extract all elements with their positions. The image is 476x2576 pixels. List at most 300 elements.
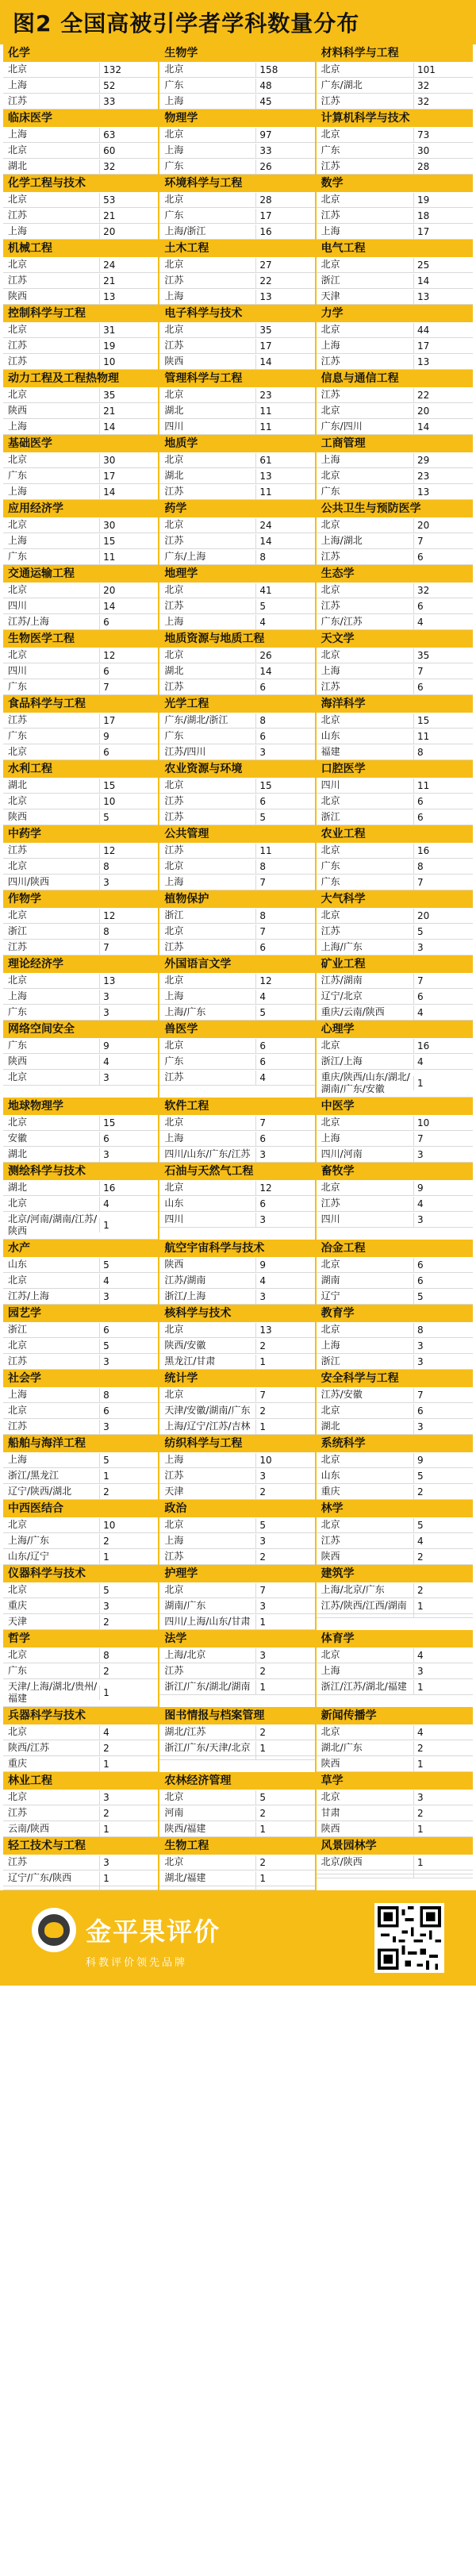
count-cell: 8 xyxy=(255,550,314,564)
province-cell: 北京 xyxy=(164,779,184,790)
table-row xyxy=(159,1403,314,1419)
table-row xyxy=(3,679,158,695)
count-cell: 158 xyxy=(255,63,314,77)
table-row xyxy=(159,940,314,955)
province-cell: 北京 xyxy=(8,454,28,465)
count-cell: 4 xyxy=(413,1534,473,1548)
discipline-name: 环境科学与工程 xyxy=(159,175,314,192)
count-cell: 5 xyxy=(255,1518,314,1532)
count-cell: 27 xyxy=(255,258,314,272)
discipline-section xyxy=(159,1565,316,1630)
count-cell: 4 xyxy=(99,1274,158,1288)
count-cell: 15 xyxy=(255,779,314,793)
count-cell: 8 xyxy=(413,1323,473,1337)
discipline-section xyxy=(159,695,316,760)
province-cell: 江苏 xyxy=(164,844,184,855)
table-row xyxy=(3,338,158,354)
table-row xyxy=(317,338,473,354)
discipline-name: 兵器科学与技术 xyxy=(3,1707,158,1724)
table-row xyxy=(3,614,158,630)
count-cell: 13 xyxy=(255,469,314,483)
count-cell: 2 xyxy=(99,1806,158,1821)
count-cell: 3 xyxy=(255,1148,314,1162)
province-cell: 湖北 xyxy=(164,405,184,416)
count-cell: 14 xyxy=(255,534,314,548)
table-row xyxy=(3,1419,158,1435)
table-row xyxy=(317,127,473,143)
count-cell: 35 xyxy=(413,648,473,663)
count-cell: 3 xyxy=(413,1355,473,1369)
table-row xyxy=(159,1354,314,1370)
province-cell: 天津/安徽/湖南/广东 xyxy=(164,1405,251,1416)
count-cell: 61 xyxy=(255,453,314,467)
count-cell: 2 xyxy=(413,1806,473,1821)
table-row xyxy=(3,989,158,1005)
table-row xyxy=(317,403,473,419)
discipline-name: 地质学 xyxy=(159,435,314,452)
count-cell: 2 xyxy=(255,1664,314,1678)
table-row xyxy=(317,468,473,484)
province-cell: 江苏 xyxy=(164,275,184,286)
discipline-section xyxy=(3,825,159,890)
discipline-section xyxy=(159,1707,316,1772)
province-cell: 江苏 xyxy=(321,160,340,171)
table-row xyxy=(317,778,473,794)
discipline-name: 控制科学与工程 xyxy=(3,305,158,322)
discipline-name: 植物保护 xyxy=(159,890,314,908)
table-row xyxy=(3,1196,158,1212)
table-row xyxy=(159,322,314,338)
province-cell: 湖南/广东 xyxy=(164,1600,206,1611)
province-cell: 陕西/安徽 xyxy=(164,1340,206,1351)
province-cell: 北京 xyxy=(321,844,340,855)
table-row xyxy=(317,1289,473,1305)
province-cell: 江苏 xyxy=(8,1355,28,1367)
table-row xyxy=(317,517,473,533)
discipline-name: 管理科学与工程 xyxy=(159,370,314,387)
table-row xyxy=(159,224,314,240)
count-cell: 20 xyxy=(99,225,158,239)
discipline-name: 仪器科学与技术 xyxy=(3,1565,158,1582)
discipline-name: 林学 xyxy=(317,1500,473,1517)
discipline-section xyxy=(3,955,159,1021)
count-cell: 8 xyxy=(99,859,158,874)
count-cell: 5 xyxy=(255,1790,314,1805)
count-cell: 6 xyxy=(99,1404,158,1418)
province-cell: 上海 xyxy=(321,665,340,676)
count-cell: 3 xyxy=(99,1420,158,1434)
count-cell: 32 xyxy=(99,160,158,174)
count-cell: 7 xyxy=(413,664,473,679)
table-row xyxy=(317,794,473,809)
count-cell: 2 xyxy=(255,1806,314,1821)
province-cell: 山东 xyxy=(321,730,340,741)
count-cell: 6 xyxy=(255,1039,314,1053)
province-cell: 北京 xyxy=(8,584,28,595)
count-cell: 3 xyxy=(255,1599,314,1613)
province-cell: 浙江/江苏/湖北/福建 xyxy=(321,1681,407,1692)
province-cell: 广东 xyxy=(164,730,184,741)
discipline-name: 信息与通信工程 xyxy=(317,370,473,387)
count-cell: 5 xyxy=(99,1453,158,1467)
province-cell: 北京 xyxy=(164,649,184,660)
province-cell: 北京 xyxy=(164,1791,184,1802)
count-cell xyxy=(99,1886,158,1890)
table-row xyxy=(317,289,473,305)
discipline-section xyxy=(159,1370,316,1435)
discipline-section xyxy=(3,1098,159,1163)
province-cell: 江苏 xyxy=(164,1551,184,1562)
province-cell: 江苏/湖南 xyxy=(321,975,363,986)
count-cell: 2 xyxy=(255,1485,314,1499)
count-cell: 4 xyxy=(99,1197,158,1211)
table-row xyxy=(317,1403,473,1419)
discipline-section xyxy=(317,630,473,695)
province-cell: 江苏 xyxy=(321,389,340,400)
discipline-name: 软件工程 xyxy=(159,1098,314,1115)
count-cell: 12 xyxy=(255,974,314,988)
count-cell: 5 xyxy=(99,1583,158,1598)
table-row xyxy=(3,1180,158,1196)
discipline-section xyxy=(159,240,316,305)
discipline-section xyxy=(3,1500,159,1565)
discipline-name: 纺织科学与工程 xyxy=(159,1435,314,1452)
table-row xyxy=(159,1452,314,1468)
table-row xyxy=(3,289,158,305)
discipline-section xyxy=(159,44,316,110)
discipline-name: 生态学 xyxy=(317,565,473,582)
discipline-name: 农林经济管理 xyxy=(159,1772,314,1790)
province-cell: 上海/广东 xyxy=(321,941,363,952)
count-cell: 3 xyxy=(255,1290,314,1304)
table-row xyxy=(3,1790,158,1805)
table-row xyxy=(159,1484,314,1500)
count-cell: 6 xyxy=(413,1258,473,1272)
province-cell: 上海 xyxy=(164,290,184,302)
count-cell: 21 xyxy=(99,404,158,418)
count-cell: 12 xyxy=(99,648,158,663)
discipline-section xyxy=(159,1021,316,1098)
table-row xyxy=(159,1289,314,1305)
province-cell: 陕西/福建 xyxy=(164,1823,206,1834)
discipline-section xyxy=(159,1772,316,1837)
table-row xyxy=(317,1874,473,1878)
province-cell: 江苏 xyxy=(164,795,184,806)
table-row xyxy=(3,1517,158,1533)
count-cell: 6 xyxy=(413,990,473,1004)
count-cell: 22 xyxy=(255,274,314,288)
discipline-section xyxy=(317,1707,473,1772)
province-cell: 北京 xyxy=(8,259,28,270)
province-cell: 江苏 xyxy=(8,844,28,855)
table-row xyxy=(3,1070,158,1086)
count-cell: 1 xyxy=(255,1741,314,1755)
count-cell: 7 xyxy=(255,1583,314,1598)
province-cell: 江苏 xyxy=(8,1807,28,1818)
discipline-section xyxy=(3,630,159,695)
table-row xyxy=(159,648,314,663)
province-cell: 江苏/上海 xyxy=(8,616,50,627)
count-cell: 15 xyxy=(99,1116,158,1130)
discipline-section xyxy=(159,890,316,955)
brand-slogan: 科教评价领先品牌 xyxy=(86,1957,188,1969)
table-row xyxy=(317,1419,473,1435)
count-cell: 10 xyxy=(99,1518,158,1532)
table-row xyxy=(159,419,314,435)
count-cell: 3 xyxy=(255,745,314,759)
table-row xyxy=(159,1549,314,1565)
province-cell: 北京 xyxy=(321,1117,340,1128)
table-row xyxy=(317,1855,473,1870)
discipline-name: 材料科学与工程 xyxy=(317,44,473,62)
table-row xyxy=(3,1273,158,1289)
province-cell: 湖北 xyxy=(8,1182,28,1193)
table-row xyxy=(3,1212,158,1240)
table-row xyxy=(317,614,473,630)
province-cell: 北京 xyxy=(321,1259,340,1270)
table-row xyxy=(317,1663,473,1679)
count-cell: 20 xyxy=(413,404,473,418)
count-cell: 18 xyxy=(413,209,473,223)
province-cell: 上海 xyxy=(164,876,184,887)
province-cell: 北京 xyxy=(8,63,28,75)
province-cell: 江苏 xyxy=(164,535,184,546)
discipline-section xyxy=(159,955,316,1021)
table-row xyxy=(3,924,158,940)
province-cell: 北京 xyxy=(8,649,28,660)
province-cell: 上海 xyxy=(321,225,340,236)
discipline-name: 基础医学 xyxy=(3,435,158,452)
count-cell: 6 xyxy=(99,745,158,759)
province-cell: 湖北 xyxy=(8,1148,28,1159)
province-cell: 北京 xyxy=(8,389,28,400)
count-cell: 7 xyxy=(255,875,314,890)
province-cell: 四川/陕西 xyxy=(8,876,50,887)
count-cell: 10 xyxy=(255,1453,314,1467)
province-cell: 浙江 xyxy=(8,1324,28,1335)
table-row xyxy=(3,143,158,159)
province-cell: 北京 xyxy=(321,1454,340,1465)
table-row xyxy=(159,1257,314,1273)
table-row xyxy=(317,159,473,175)
discipline-section xyxy=(159,1630,316,1707)
province-cell: 湖北 xyxy=(164,470,184,481)
discipline-name: 护理学 xyxy=(159,1565,314,1582)
province-cell: 北京 xyxy=(321,259,340,270)
table-row xyxy=(159,614,314,630)
province-cell: 湖南 xyxy=(321,1275,340,1286)
province-cell: 北京/陕西 xyxy=(321,1856,363,1867)
count-cell: 8 xyxy=(413,745,473,759)
table-row xyxy=(3,1549,158,1565)
count-cell: 32 xyxy=(413,94,473,109)
province-cell: 山东 xyxy=(164,1198,184,1209)
count-cell: 1 xyxy=(99,1550,158,1564)
table-row xyxy=(317,973,473,989)
table-row xyxy=(3,517,158,533)
province-cell: 江苏 xyxy=(321,1535,340,1546)
table-row xyxy=(159,1756,314,1760)
count-cell: 14 xyxy=(255,664,314,679)
count-cell: 53 xyxy=(99,193,158,207)
count-cell: 14 xyxy=(413,420,473,434)
province-cell: 江苏 xyxy=(164,1470,184,1481)
count-cell: 60 xyxy=(99,144,158,158)
table-row xyxy=(159,1821,314,1837)
province-cell: 广东 xyxy=(8,470,28,481)
province-cell: 重庆/云南/陕西 xyxy=(321,1006,385,1017)
title-bar xyxy=(0,0,476,44)
table-row xyxy=(317,679,473,695)
province-cell: 广东 xyxy=(164,1055,184,1067)
province-cell: 上海 xyxy=(8,990,28,1002)
table-row xyxy=(317,1679,473,1695)
count-cell: 3 xyxy=(255,1213,314,1227)
table-row xyxy=(159,1805,314,1821)
province-cell: 浙江 xyxy=(321,1355,340,1367)
table-row xyxy=(3,387,158,403)
province-cell: 江苏 xyxy=(321,925,340,936)
discipline-section xyxy=(3,175,159,240)
table-row xyxy=(3,208,158,224)
table-row xyxy=(3,159,158,175)
province-cell: 北京 xyxy=(8,795,28,806)
table-row xyxy=(159,924,314,940)
province-cell: 广东 xyxy=(321,876,340,887)
table-row xyxy=(3,1131,158,1147)
table-row xyxy=(159,1147,314,1163)
province-cell: 四川/山东/广东/江苏 xyxy=(164,1148,251,1159)
table-row xyxy=(317,1257,473,1273)
table-row xyxy=(159,1196,314,1212)
count-cell: 48 xyxy=(255,79,314,93)
province-cell: 北京 xyxy=(321,194,340,205)
table-row xyxy=(159,387,314,403)
province-cell: 江苏 xyxy=(164,811,184,822)
discipline-name: 水产 xyxy=(3,1240,158,1257)
count-cell: 11 xyxy=(255,420,314,434)
table-row xyxy=(317,143,473,159)
discipline-name: 机械工程 xyxy=(3,240,158,257)
province-cell: 福建 xyxy=(321,746,340,757)
province-cell: 上海/浙江 xyxy=(164,225,206,236)
count-cell: 24 xyxy=(99,258,158,272)
count-cell xyxy=(255,1886,314,1890)
province-cell: 辽宁/陕西/湖北 xyxy=(8,1486,72,1497)
table-row xyxy=(159,484,314,500)
table-row xyxy=(3,468,158,484)
table-row xyxy=(317,859,473,875)
count-cell: 1 xyxy=(255,1615,314,1629)
table-row xyxy=(3,224,158,240)
province-cell: 浙江/广东/天津/北京 xyxy=(164,1742,251,1753)
province-cell: 上海 xyxy=(8,1454,28,1465)
province-cell: 上海 xyxy=(321,1340,340,1351)
province-cell: 陕西 xyxy=(8,405,28,416)
count-cell: 5 xyxy=(99,1339,158,1353)
count-cell: 2 xyxy=(255,1550,314,1564)
province-cell: 江苏 xyxy=(164,1071,184,1082)
table-row xyxy=(159,1517,314,1533)
brand-name: 金平果评价 xyxy=(86,1917,221,1947)
province-cell: 广东 xyxy=(8,730,28,741)
table-row xyxy=(317,713,473,729)
count-cell: 1 xyxy=(99,1822,158,1836)
province-cell: 四川 xyxy=(164,421,184,432)
discipline-name: 新闻传播学 xyxy=(317,1707,473,1724)
discipline-name: 矿业工程 xyxy=(317,955,473,973)
qr-code-icon[interactable] xyxy=(374,1903,444,1973)
table-row xyxy=(317,484,473,500)
table-row xyxy=(159,1387,314,1403)
table-row xyxy=(159,875,314,890)
table-row xyxy=(159,1338,314,1354)
discipline-section xyxy=(159,1163,316,1240)
table-row xyxy=(317,843,473,859)
table-row xyxy=(317,1054,473,1070)
table-row xyxy=(159,1855,314,1870)
discipline-name: 兽医学 xyxy=(159,1021,314,1038)
province-cell: 北京 xyxy=(8,519,28,530)
discipline-name: 交通运输工程 xyxy=(3,565,158,582)
count-cell: 14 xyxy=(413,274,473,288)
count-cell: 4 xyxy=(255,615,314,629)
count-cell: 5 xyxy=(413,1469,473,1483)
table-row xyxy=(159,533,314,549)
province-cell: 北京 xyxy=(164,454,184,465)
count-cell xyxy=(255,1756,314,1759)
province-cell: 北京 xyxy=(8,1726,28,1737)
table-row xyxy=(159,973,314,989)
count-cell: 5 xyxy=(413,1290,473,1304)
province-cell: 北京 xyxy=(321,470,340,481)
discipline-name: 系统科学 xyxy=(317,1435,473,1452)
count-cell: 7 xyxy=(255,925,314,939)
discipline-name: 地质资源与地质工程 xyxy=(159,630,314,648)
province-cell xyxy=(317,1874,413,1878)
count-cell: 16 xyxy=(99,1181,158,1195)
discipline-section xyxy=(159,825,316,890)
count-cell: 7 xyxy=(413,974,473,988)
province-cell: 江苏 xyxy=(321,681,340,692)
count-cell: 11 xyxy=(99,550,158,564)
discipline-section xyxy=(3,370,159,435)
count-cell xyxy=(413,1614,473,1617)
discipline-section xyxy=(317,110,473,175)
count-cell: 11 xyxy=(255,404,314,418)
discipline-section xyxy=(317,1163,473,1240)
count-cell: 11 xyxy=(413,729,473,744)
province-cell: 广东/湖北/浙江 xyxy=(164,714,228,725)
count-cell: 26 xyxy=(255,160,314,174)
discipline-section xyxy=(3,1565,159,1630)
province-cell: 江苏/湖南 xyxy=(164,1275,206,1286)
table-row xyxy=(3,1614,158,1630)
table-row xyxy=(159,127,314,143)
discipline-name: 土木工程 xyxy=(159,240,314,257)
count-cell: 1 xyxy=(413,1757,473,1771)
count-cell: 2 xyxy=(413,1741,473,1755)
province-cell: 北京 xyxy=(321,1040,340,1051)
province-cell: 江苏/安徽 xyxy=(321,1389,363,1400)
table-row xyxy=(3,582,158,598)
discipline-name: 物理学 xyxy=(159,110,314,127)
province-cell: 江苏 xyxy=(164,681,184,692)
discipline-name: 药学 xyxy=(159,500,314,517)
count-cell xyxy=(413,1870,473,1874)
province-cell: 北京 xyxy=(321,1726,340,1737)
table-row xyxy=(317,598,473,614)
